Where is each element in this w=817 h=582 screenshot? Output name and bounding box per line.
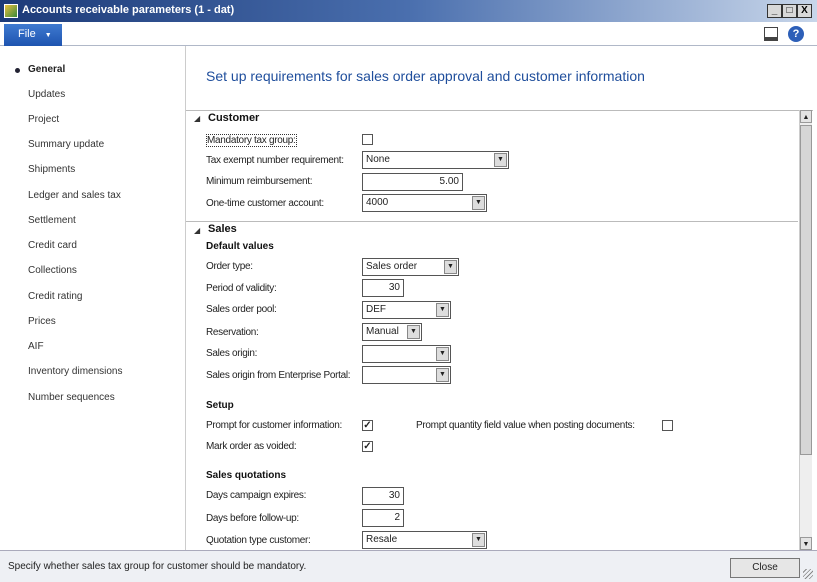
maximize-button[interactable]: □ xyxy=(782,4,797,18)
chevron-down-icon[interactable]: ▼ xyxy=(436,347,449,361)
mark-voided-label: Mark order as voided: xyxy=(206,441,297,452)
minimize-button[interactable]: _ xyxy=(767,4,782,18)
days-campaign-label: Days campaign expires: xyxy=(206,490,307,501)
file-menu-button[interactable] xyxy=(4,24,62,46)
chevron-down-icon[interactable]: ▼ xyxy=(407,325,420,339)
nav-item-general[interactable]: General xyxy=(28,64,66,75)
file-label: File xyxy=(18,28,36,40)
nav-item-collections[interactable]: Collections xyxy=(28,265,77,276)
sales-origin-select[interactable] xyxy=(362,345,451,363)
one-time-account-label: One-time customer account: xyxy=(206,198,324,209)
prompt-quantity-label: Prompt quantity field value when posting documents: xyxy=(416,420,635,431)
quotation-type-select[interactable] xyxy=(362,531,487,549)
chevron-down-icon: ▼ xyxy=(44,32,52,39)
close-button[interactable]: Close xyxy=(730,558,800,578)
mark-voided-checkbox[interactable]: ✓ xyxy=(363,441,372,452)
prompt-customer-info-checkbox[interactable]: ✓ xyxy=(363,420,372,431)
nav-item-summary-update[interactable]: Summary update xyxy=(28,139,105,150)
app-icon xyxy=(4,4,18,18)
reservation-label: Reservation: xyxy=(206,327,259,338)
order-type-value: Sales order xyxy=(366,261,418,272)
tax-exempt-select[interactable] xyxy=(362,151,509,169)
quotation-type-label: Quotation type customer: xyxy=(206,535,311,546)
status-bar xyxy=(0,550,817,582)
sales-order-pool-label: Sales order pool: xyxy=(206,304,277,315)
sales-origin-ep-select[interactable] xyxy=(362,366,451,384)
nav-item-inventory-dimensions[interactable]: Inventory dimensions xyxy=(28,366,123,377)
scrollbar-thumb[interactable] xyxy=(800,125,812,455)
status-text: Specify whether sales tax group for customer should be mandatory. xyxy=(8,561,307,572)
default-values-heading: Default values xyxy=(206,241,274,252)
nav-item-aif[interactable]: AIF xyxy=(28,341,44,352)
days-followup-label: Days before follow-up: xyxy=(206,513,299,524)
quotation-type-value: Resale xyxy=(366,534,398,545)
one-time-account-select[interactable] xyxy=(362,194,487,212)
help-icon[interactable]: ? xyxy=(788,26,804,42)
nav-item-shipments[interactable]: Shipments xyxy=(28,164,76,175)
sales-origin-ep-label: Sales origin from Enterprise Portal: xyxy=(206,370,351,381)
chevron-down-icon[interactable]: ▼ xyxy=(494,153,507,167)
section-sales[interactable]: Sales xyxy=(208,223,237,235)
setup-heading: Setup xyxy=(206,400,234,411)
nav-item-ledger-sales-tax[interactable]: Ledger and sales tax xyxy=(28,190,121,201)
scroll-up-icon[interactable]: ▲ xyxy=(800,110,812,123)
nav-item-updates[interactable]: Updates xyxy=(28,89,66,100)
nav-item-settlement[interactable]: Settlement xyxy=(28,215,76,226)
prompt-quantity-checkbox[interactable] xyxy=(662,420,673,431)
min-reimbursement-input[interactable]: 5.00 xyxy=(362,173,463,191)
period-validity-label: Period of validity: xyxy=(206,283,277,294)
sales-quotations-heading: Sales quotations xyxy=(206,470,287,481)
nav-item-credit-rating[interactable]: Credit rating xyxy=(28,291,83,302)
tax-exempt-value: None xyxy=(366,154,390,165)
layout-icon[interactable] xyxy=(764,27,778,41)
mandatory-tax-group-checkbox[interactable] xyxy=(362,134,373,145)
nav-item-number-sequences[interactable]: Number sequences xyxy=(28,392,115,403)
chevron-down-icon[interactable]: ▼ xyxy=(436,303,449,317)
sales-order-pool-select[interactable] xyxy=(362,301,451,319)
title-bar xyxy=(0,0,817,22)
order-type-select[interactable] xyxy=(362,258,459,276)
prompt-customer-info-label: Prompt for customer information: xyxy=(206,420,343,431)
reservation-value: Manual xyxy=(366,326,399,337)
chevron-down-icon[interactable]: ▼ xyxy=(472,533,485,547)
days-followup-input[interactable]: 2 xyxy=(362,509,404,527)
reservation-select[interactable] xyxy=(362,323,422,341)
sales-origin-label: Sales origin: xyxy=(206,348,258,359)
sidebar-nav xyxy=(0,46,185,550)
sales-order-pool-value: DEF xyxy=(366,304,386,315)
nav-item-prices[interactable]: Prices xyxy=(28,316,56,327)
order-type-label: Order type: xyxy=(206,261,253,272)
ribbon xyxy=(0,22,817,46)
min-reimbursement-label: Minimum reimbursement: xyxy=(206,176,313,187)
one-time-account-value: 4000 xyxy=(366,197,389,208)
mandatory-tax-group-label: Mandatory tax group: xyxy=(207,135,296,146)
days-campaign-input[interactable]: 30 xyxy=(362,487,404,505)
scroll-down-icon[interactable]: ▼ xyxy=(800,537,812,550)
period-validity-input[interactable]: 30 xyxy=(362,279,404,297)
collapse-icon[interactable]: ◢ xyxy=(194,226,201,235)
header-divider xyxy=(186,110,813,111)
chevron-down-icon[interactable]: ▼ xyxy=(472,196,485,210)
collapse-icon[interactable]: ◢ xyxy=(194,114,201,123)
chevron-down-icon[interactable]: ▼ xyxy=(444,260,457,274)
nav-item-project[interactable]: Project xyxy=(28,114,60,125)
window-title: Accounts receivable parameters (1 - dat) xyxy=(22,4,235,16)
page-title: Set up requirements for sales order approval and customer information xyxy=(206,68,645,84)
content-pane xyxy=(185,46,812,550)
chevron-down-icon[interactable]: ▼ xyxy=(436,368,449,382)
section-divider xyxy=(186,221,798,222)
tax-exempt-label: Tax exempt number requirement: xyxy=(206,155,344,166)
close-window-button[interactable]: X xyxy=(797,4,812,18)
nav-item-credit-card[interactable]: Credit card xyxy=(28,240,77,251)
section-customer[interactable]: Customer xyxy=(208,112,260,124)
resize-grip-icon[interactable] xyxy=(803,569,813,579)
active-bullet-icon xyxy=(15,68,20,73)
